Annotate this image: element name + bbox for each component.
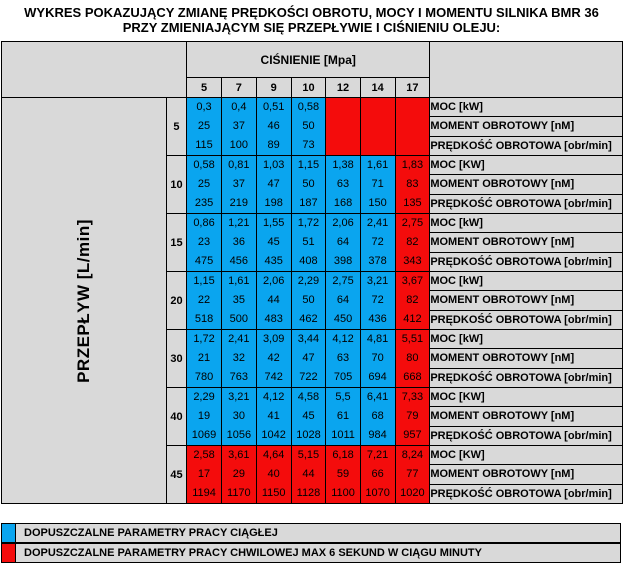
- power-value: 2,29: [193, 391, 215, 403]
- flow-axis-label-cell: [2, 98, 167, 504]
- torque-value: 35: [232, 294, 245, 306]
- power-value: 3,21: [366, 275, 389, 287]
- value-cell: [221, 214, 256, 272]
- value-cell: [221, 156, 256, 214]
- speed-value: 1028: [296, 429, 321, 441]
- power-value: 1,15: [297, 159, 320, 171]
- speed-value: 1128: [296, 487, 321, 499]
- torque-value: [361, 117, 395, 136]
- speed-row-label: PRĘDKOŚĆ OBROTOWA [obr/min]: [430, 310, 623, 329]
- speed-value: 1100: [331, 487, 355, 499]
- power-value: 3,61: [228, 449, 250, 461]
- torque-value: 44: [267, 294, 280, 306]
- torque-value: 83: [406, 178, 419, 190]
- torque-value: [326, 117, 359, 136]
- torque-value: 42: [267, 352, 280, 364]
- power-value: 4,12: [262, 391, 285, 403]
- speed-value: 1042: [261, 429, 286, 441]
- speed-value: 219: [229, 197, 249, 209]
- power-row-label: MOC [kW]: [430, 272, 623, 291]
- power-value: 2,29: [297, 275, 320, 287]
- speed-value: 398: [333, 255, 353, 267]
- power-value: 2,75: [401, 217, 424, 229]
- torque-value: 47: [302, 352, 315, 364]
- speed-value: 150: [368, 197, 387, 209]
- legend-intermittent: [1, 543, 621, 563]
- torque-value: 63: [336, 178, 350, 190]
- speed-value: 435: [264, 255, 283, 267]
- value-cell: [256, 330, 291, 388]
- pressure-header-row: [2, 42, 623, 78]
- power-value: 1,15: [193, 275, 215, 287]
- speed-value: 343: [403, 255, 422, 267]
- torque-value: 21: [197, 352, 211, 364]
- torque-value: 63: [336, 352, 350, 364]
- torque-value: 22: [197, 294, 211, 306]
- torque-value: 64: [336, 294, 350, 306]
- speed-row-label: PRĘDKOŚĆ OBROTOWA [obr/min]: [430, 368, 623, 387]
- torque-value: 77: [406, 468, 419, 480]
- torque-value: 80: [406, 352, 419, 364]
- torque-value: 64: [336, 236, 350, 248]
- value-cell: [187, 156, 222, 214]
- value-cell: [395, 330, 430, 388]
- power-row-label: MOC [KW]: [430, 388, 623, 407]
- speed-value: 235: [194, 197, 214, 209]
- value-cell: [187, 272, 222, 330]
- value-cell: [291, 330, 326, 388]
- power-value: 7,33: [401, 391, 424, 403]
- torque-value: 70: [371, 352, 384, 364]
- flow-axis-label: PRZEPŁYW [L/min]: [73, 218, 93, 383]
- torque-value: 23: [197, 236, 211, 248]
- torque-value: [396, 117, 430, 136]
- value-cell: [291, 98, 326, 156]
- speed-value: 1020: [400, 487, 425, 499]
- power-value: 2,06: [262, 275, 285, 287]
- power-value: 1,72: [297, 217, 320, 229]
- value-cell: [360, 98, 395, 156]
- speed-value: 722: [299, 371, 318, 383]
- torque-value: 71: [371, 178, 384, 190]
- power-value: 3,67: [401, 275, 424, 287]
- value-cell: [360, 330, 395, 388]
- value-cell: [291, 388, 326, 446]
- speed-value: 763: [229, 371, 249, 383]
- flow-value-30: 30: [166, 330, 186, 388]
- power-value: [361, 98, 395, 117]
- speed-row-label: PRĘDKOŚĆ OBROTOWA [obr/min]: [430, 426, 623, 445]
- power-value: [396, 98, 430, 117]
- speed-value: 780: [194, 371, 214, 383]
- flow-value-40: 40: [166, 388, 186, 446]
- speed-value: 483: [264, 313, 283, 325]
- power-value: 0,4: [231, 101, 247, 113]
- value-cell: [395, 388, 430, 446]
- speed-value: 957: [403, 429, 422, 441]
- speed-value: 89: [267, 139, 280, 151]
- torque-value: 50: [302, 294, 315, 306]
- value-cell: [256, 446, 291, 504]
- power-value: 4,58: [297, 391, 320, 403]
- pressure-value-12: 12: [326, 78, 360, 98]
- torque-value: 72: [371, 236, 384, 248]
- torque-row-label: MOMENT OBROTOWY [nM]: [430, 407, 623, 426]
- value-cell: [395, 98, 430, 156]
- power-value: 5,51: [401, 333, 424, 345]
- speed-value: 705: [333, 371, 353, 383]
- speed-value: 694: [368, 371, 387, 383]
- torque-value: 37: [232, 120, 245, 132]
- power-value: 0,58: [193, 159, 215, 171]
- speed-value: 475: [194, 255, 214, 267]
- speed-value: 73: [302, 139, 315, 151]
- value-cell: [326, 214, 360, 272]
- speed-value: 456: [229, 255, 249, 267]
- pressure-value-17: 17: [395, 78, 430, 98]
- torque-value: 59: [336, 468, 350, 480]
- speed-row-label: PRĘDKOŚĆ OBROTOWA [obr/min]: [430, 252, 623, 271]
- speed-value: 187: [299, 197, 318, 209]
- speed-value: 100: [229, 139, 249, 151]
- speed-value: 1170: [227, 487, 251, 499]
- power-value: 6,18: [332, 449, 354, 461]
- power-value: 1,83: [401, 159, 424, 171]
- power-value: 4,81: [366, 333, 389, 345]
- torque-value: 46: [267, 120, 280, 132]
- torque-value: 41: [267, 410, 280, 422]
- power-value: 1,55: [262, 217, 285, 229]
- torque-value: 25: [197, 120, 211, 132]
- speed-row-label: PRĘDKOŚĆ OBROTOWA [obr/min]: [430, 484, 623, 503]
- power-value: 2,06: [332, 217, 354, 229]
- power-row-label: MOC [kW]: [430, 330, 623, 349]
- power-value: 6,41: [366, 391, 389, 403]
- chart-title: [0, 0, 623, 40]
- speed-row-label: PRĘDKOŚĆ OBROTOWA [obr/min]: [430, 136, 623, 155]
- power-row-label: MOC [kW]: [430, 98, 623, 117]
- torque-value: 32: [232, 352, 245, 364]
- speed-value: 1069: [191, 429, 217, 441]
- speed-value: 1150: [261, 487, 286, 499]
- power-value: 3,44: [297, 333, 320, 345]
- power-value: 7,21: [366, 449, 389, 461]
- power-value: 3,09: [262, 333, 285, 345]
- torque-value: 79: [406, 410, 419, 422]
- value-cell: [221, 388, 256, 446]
- power-value: 4,64: [262, 449, 285, 461]
- torque-value: 44: [302, 468, 315, 480]
- power-value: 0,51: [262, 101, 285, 113]
- value-cell: [221, 272, 256, 330]
- torque-value: 50: [302, 178, 315, 190]
- value-cell: [291, 214, 326, 272]
- pressure-value-7: 7: [221, 78, 256, 98]
- torque-value: 19: [197, 410, 211, 422]
- torque-row-label: MOMENT OBROTOWY [nM]: [430, 233, 623, 252]
- speed-value: 984: [368, 429, 387, 441]
- value-cell: [360, 388, 395, 446]
- power-value: 5,5: [335, 391, 351, 403]
- torque-row-label: MOMENT OBROTOWY [nM]: [430, 465, 623, 484]
- power-value: 2,41: [228, 333, 250, 345]
- power-value: 0,58: [297, 101, 320, 113]
- value-cell: [256, 388, 291, 446]
- power-row-label: MOC [kW]: [430, 214, 623, 233]
- legend-swatch-red: [2, 544, 16, 562]
- power-value: 5,15: [297, 449, 320, 461]
- torque-value: 82: [406, 236, 419, 248]
- power-value: 1,21: [228, 217, 250, 229]
- torque-value: 37: [232, 178, 245, 190]
- speed-value: 450: [333, 313, 353, 325]
- value-cell: [221, 446, 256, 504]
- torque-value: 29: [232, 468, 245, 480]
- performance-table: [1, 41, 623, 504]
- flow-value-45: 45: [166, 446, 186, 504]
- torque-row-label: MOMENT OBROTOWY [nM]: [430, 117, 623, 136]
- value-cell: [360, 446, 395, 504]
- value-cell: [256, 156, 291, 214]
- torque-value: 50: [302, 120, 315, 132]
- speed-value: 668: [403, 371, 422, 383]
- speed-value: 518: [194, 313, 214, 325]
- value-cell: [187, 330, 222, 388]
- label-header-cell: [430, 42, 623, 98]
- power-value: 1,38: [332, 159, 354, 171]
- torque-value: 66: [371, 468, 384, 480]
- power-value: 2,58: [193, 449, 215, 461]
- speed-value: [326, 136, 359, 155]
- legend-continuous: [1, 523, 621, 543]
- speed-value: [361, 136, 395, 155]
- speed-value: 408: [299, 255, 318, 267]
- torque-value: 17: [197, 468, 211, 480]
- torque-value: 72: [371, 294, 384, 306]
- speed-value: 168: [333, 197, 353, 209]
- value-cell: [395, 446, 430, 504]
- power-value: 0,81: [228, 159, 250, 171]
- value-cell: [291, 156, 326, 214]
- value-cell: [326, 446, 360, 504]
- value-cell: [326, 98, 360, 156]
- torque-value: 36: [232, 236, 245, 248]
- speed-value: 412: [403, 313, 422, 325]
- legend-swatch-blue: [2, 524, 16, 542]
- value-cell: [395, 156, 430, 214]
- speed-value: 1070: [365, 487, 390, 499]
- torque-value: 47: [267, 178, 280, 190]
- flow-value-15: 15: [166, 214, 186, 272]
- pressure-label: CIŚNIENIE [Mpa]: [187, 42, 430, 78]
- torque-value: 51: [302, 236, 315, 248]
- speed-value: 436: [368, 313, 387, 325]
- power-value: 1,03: [262, 159, 285, 171]
- torque-value: 40: [267, 468, 280, 480]
- power-value: 0,3: [196, 101, 212, 113]
- title-line-2: PRZY ZMIENIAJĄCYM SIĘ PRZEPŁYWIE I CIŚNIENIU OLEJU:: [122, 20, 501, 35]
- torque-row-label: MOMENT OBROTOWY [nM]: [430, 291, 623, 310]
- value-cell: [256, 272, 291, 330]
- flow-value-10: 10: [166, 156, 186, 214]
- speed-value: 500: [229, 313, 249, 325]
- value-cell: [326, 156, 360, 214]
- value-cell: [187, 446, 222, 504]
- torque-value: 30: [232, 410, 245, 422]
- speed-value: 1011: [331, 429, 355, 441]
- flow-5-power-row: [2, 98, 623, 117]
- torque-value: 45: [267, 236, 280, 248]
- value-cell: [187, 388, 222, 446]
- torque-value: 45: [302, 410, 315, 422]
- power-value: 8,24: [401, 449, 424, 461]
- torque-row-label: MOMENT OBROTOWY [nM]: [430, 349, 623, 368]
- pressure-value-9: 9: [256, 78, 291, 98]
- speed-value: 1194: [192, 487, 216, 499]
- value-cell: [360, 156, 395, 214]
- value-cell: [291, 446, 326, 504]
- power-value: 4,12: [332, 333, 354, 345]
- speed-value: 378: [368, 255, 387, 267]
- value-cell: [221, 98, 256, 156]
- value-cell: [256, 214, 291, 272]
- value-cell: [326, 272, 360, 330]
- value-cell: [187, 98, 222, 156]
- value-cell: [221, 330, 256, 388]
- speed-value: 1056: [226, 429, 252, 441]
- value-cell: [256, 98, 291, 156]
- power-value: 3,21: [228, 391, 250, 403]
- torque-value: 68: [371, 410, 384, 422]
- speed-value: 462: [299, 313, 318, 325]
- speed-value: 115: [195, 139, 213, 151]
- pressure-value-10: 10: [291, 78, 326, 98]
- speed-row-label: PRĘDKOŚĆ OBROTOWA [obr/min]: [430, 194, 623, 213]
- power-value: 2,75: [332, 275, 354, 287]
- torque-value: 25: [197, 178, 211, 190]
- value-cell: [326, 388, 360, 446]
- flow-value-20: 20: [166, 272, 186, 330]
- pressure-value-14: 14: [360, 78, 395, 98]
- torque-value: 82: [406, 294, 419, 306]
- value-cell: [395, 272, 430, 330]
- power-value: 1,61: [228, 275, 250, 287]
- power-value: 0,86: [193, 217, 215, 229]
- value-cell: [326, 330, 360, 388]
- speed-value: 742: [264, 371, 283, 383]
- power-value: 1,61: [366, 159, 389, 171]
- pressure-value-5: 5: [187, 78, 222, 98]
- power-value: 2,41: [366, 217, 389, 229]
- title-line-1: WYKRES POKAZUJĄCY ZMIANĘ PRĘDKOŚCI OBROTU, MOCY I MOMENTU SILNIKA BMR 36: [24, 5, 599, 20]
- power-row-label: MOC [KW]: [430, 446, 623, 465]
- value-cell: [291, 272, 326, 330]
- legend-text-intermittent: DOPUSZCZALNE PARAMETRY PRACY CHWILOWEJ MAX 6 SEKUND W CIĄGU MINUTY: [24, 547, 482, 559]
- value-cell: [395, 214, 430, 272]
- power-value: [326, 98, 359, 117]
- legend-text-continuous: DOPUSZCZALNE PARAMETRY PRACY CIĄGŁEJ: [24, 527, 278, 539]
- value-cell: [187, 214, 222, 272]
- speed-value: 198: [264, 197, 283, 209]
- speed-value: 135: [403, 197, 422, 209]
- torque-value: 61: [336, 410, 350, 422]
- torque-row-label: MOMENT OBROTOWY [nM]: [430, 175, 623, 194]
- flow-value-5: 5: [166, 98, 186, 156]
- power-value: 1,72: [193, 333, 215, 345]
- value-cell: [360, 272, 395, 330]
- speed-value: [396, 136, 430, 155]
- power-row-label: MOC [KW]: [430, 156, 623, 175]
- corner-cell: [2, 42, 187, 98]
- value-cell: [360, 214, 395, 272]
